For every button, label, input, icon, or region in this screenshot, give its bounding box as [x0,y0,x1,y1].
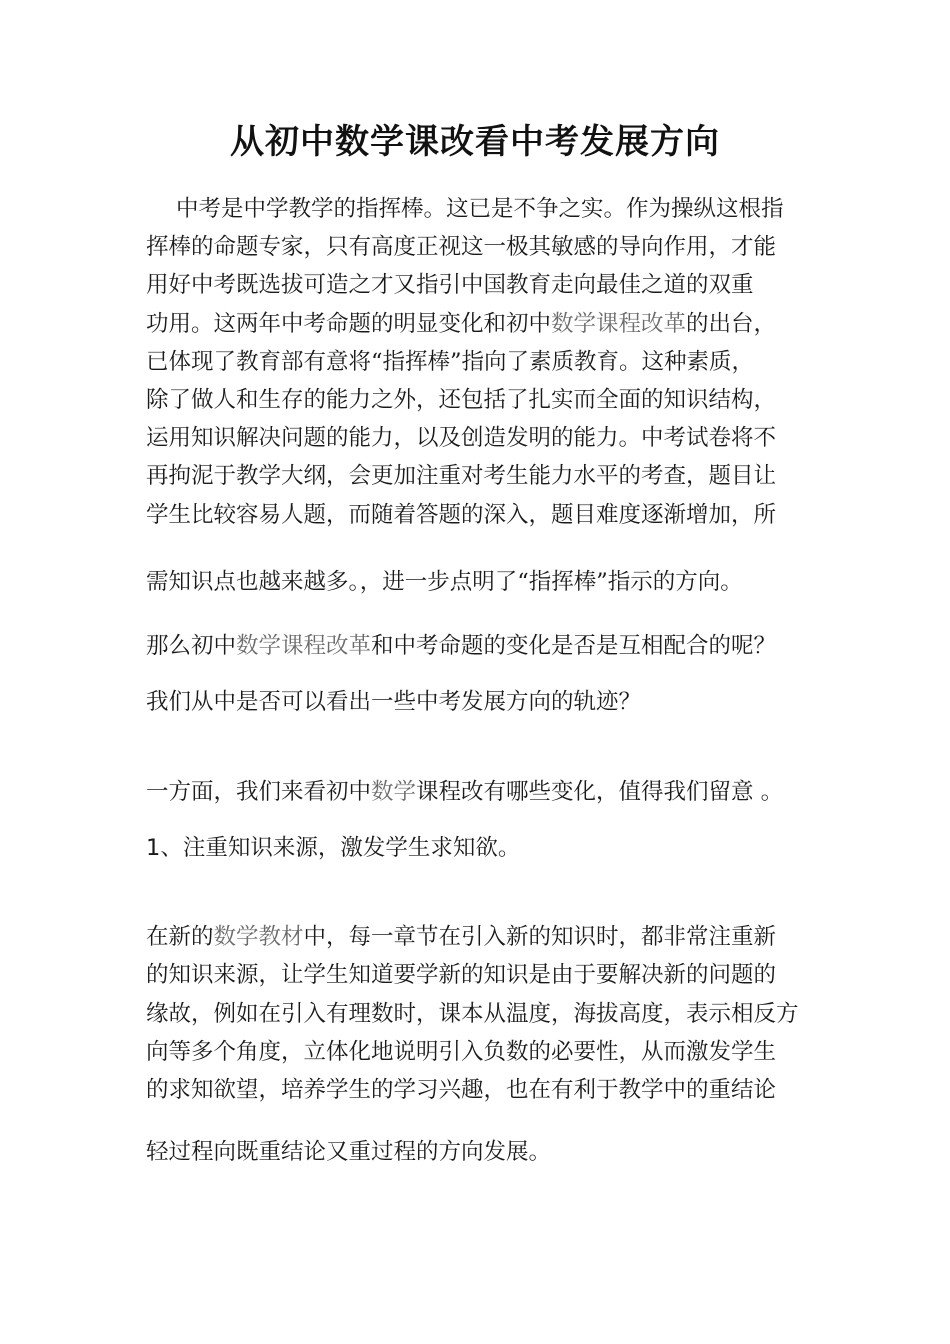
intro-line-7: 运用知识解决问题的能力，以及创造发明的能力。中考试卷将不 [146,425,777,451]
intro-last-line: 需知识点也越来越多。，进一步点明了“指挥棒”指示的方向。 [146,569,743,595]
body2-line-2: 的知识来源，让学生知道要学新的知识是由于要解决新的问题的 [146,962,777,988]
intro-line-8: 再拘泥于教学大纲，会更加注重对考生能力水平的考查，题目让 [146,463,777,489]
body2-line-3: 缘故，例如在引入有理数时，课本从温度，海拔高度，表示相反方 [146,1001,799,1027]
intro-line-1: 中考是中学教学的指挥棒。这已是不争之实。作为操纵这根指 [176,196,784,222]
math-link[interactable]: 数学 [371,779,417,805]
intro-line-4: 功用。这两年中考命题的明显变化和初中数学课程改革的出台， [146,311,777,337]
aspect-line: 一方面，我们来看初中数学课程改有哪些变化，值得我们留意 。 [146,779,784,805]
math-curriculum-reform-link-2[interactable]: 数学课程改革 [236,633,372,659]
math-textbook-link[interactable]: 数学教材 [213,924,304,950]
intro-line-3: 用好中考既选拔可造之才又指引中国教育走向最佳之道的双重 [146,272,754,298]
point-1-heading: 1、注重知识来源，激发学生求知欲。 [146,835,521,861]
intro-line-2: 挥棒的命题专家，只有高度正视这一极其敏感的导向作用，才能 [146,234,777,260]
intro-line-9: 学生比较容易人题，而随着答题的深入，题目难度逐渐增加，所 [146,502,777,528]
body2-line-4: 向等多个角度，立体化地说明引入负数的必要性，从而激发学生 [146,1039,777,1065]
math-curriculum-reform-link[interactable]: 数学课程改革 [551,311,687,337]
body2-line-1: 在新的数学教材中，每一章节在引入新的知识时，都非常注重新 [146,924,777,950]
intro-line-5: 已体现了教育部有意将“指挥棒”指向了素质教育。这种素质， [146,349,755,375]
body2-last-line: 轻过程向既重结论又重过程的方向发展。 [146,1139,552,1165]
document-title: 从初中数学课改看中考发展方向 [230,122,720,162]
body2-line-5: 的求知欲望，培养学生的学习兴趣，也在有利于教学中的重结论 [146,1077,777,1103]
point-1-number: 1 [146,835,161,861]
intro-line-6: 除了做人和生存的能力之外，还包括了扎实而全面的知识结构， [146,387,777,413]
question-line-1: 那么初中数学课程改革和中考命题的变化是否是互相配合的呢？ [146,633,777,659]
question-line-2: 我们从中是否可以看出一些中考发展方向的轨迹？ [146,689,642,715]
